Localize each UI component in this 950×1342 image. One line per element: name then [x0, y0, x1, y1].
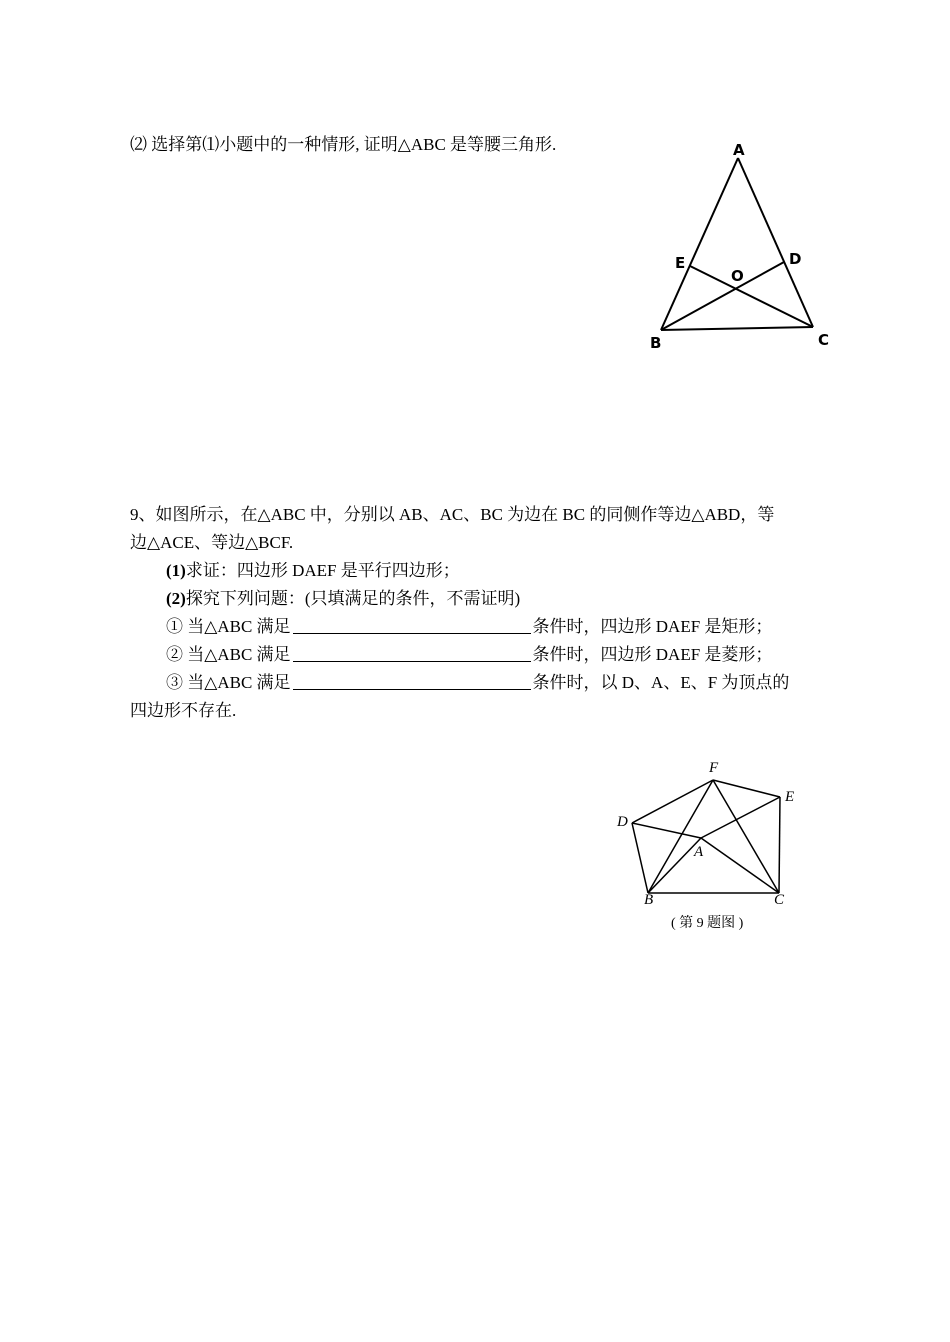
sub1-text: 求证：四边形 DAEF 是平行四边形； — [185, 561, 460, 580]
segment-da — [632, 823, 701, 838]
q9-stem-line1: 9、如图所示，在△ABC 中，分别以 AB、AC、BC 为边在 BC 的同侧作等边△ABD，等 — [130, 505, 775, 524]
item2-prefix: ② 当△ABC 满足 — [166, 645, 291, 664]
label-f: F — [709, 760, 719, 776]
segment-ac — [738, 158, 813, 327]
q9-item1 — [166, 613, 772, 641]
segment-bc — [661, 327, 813, 330]
item1-prefix: ① 当△ABC 满足 — [166, 617, 291, 636]
label-a: A — [733, 141, 745, 159]
label-e: E — [785, 789, 795, 805]
label-d: D — [617, 814, 628, 830]
part2-prompt: ⑵ 选择第⑴小题中的一种情形, 证明△ABC 是等腰三角形. — [130, 135, 557, 154]
segment-bd — [632, 823, 648, 893]
sub1-number: (1) — [166, 561, 186, 580]
segment-bd — [661, 262, 784, 330]
q9-sub1 — [166, 557, 460, 585]
item2-answer-blank[interactable] — [293, 643, 531, 662]
figure2-caption: ( 第 9 题图 ) — [671, 916, 744, 931]
segment-ec — [779, 797, 780, 893]
label-a: A — [694, 844, 704, 860]
segment-ae — [701, 797, 780, 838]
item1-answer-blank[interactable] — [293, 615, 531, 634]
item3-answer-blank[interactable] — [293, 671, 531, 690]
q9-item3 — [166, 669, 789, 697]
q9-item3-continued: 四边形不存在. — [130, 701, 237, 720]
segment-ab — [661, 158, 738, 330]
sub2-text: 探究下列问题：(只填满足的条件，不需证明) — [185, 589, 521, 608]
item3-prefix: ③ 当△ABC 满足 — [166, 673, 291, 692]
label-o: O — [731, 267, 744, 285]
item1-suffix: 条件时，四边形 DAEF 是矩形； — [532, 617, 773, 636]
segment-ac — [701, 838, 779, 893]
segment-ce — [690, 266, 813, 327]
q9-stem-line2: 边△ACE、等边△BCF. — [130, 533, 294, 552]
label-b: B — [644, 892, 654, 905]
label-c: C — [818, 331, 830, 349]
q9-item2 — [166, 641, 772, 669]
segment-fe — [713, 780, 780, 797]
q9-sub2 — [166, 585, 520, 613]
figure2-quadrilateral-diagram — [610, 755, 810, 905]
item3-suffix: 条件时，以 D、A、E、F 为顶点的 — [532, 673, 790, 692]
segment-fc — [713, 780, 779, 893]
label-b: B — [650, 334, 662, 352]
label-c: C — [774, 892, 785, 905]
label-e: E — [675, 254, 686, 272]
sub2-number: (2) — [166, 589, 186, 608]
label-d: D — [789, 250, 802, 268]
item2-suffix: 条件时，四边形 DAEF 是菱形； — [532, 645, 773, 664]
figure1-triangle-diagram — [642, 135, 842, 360]
